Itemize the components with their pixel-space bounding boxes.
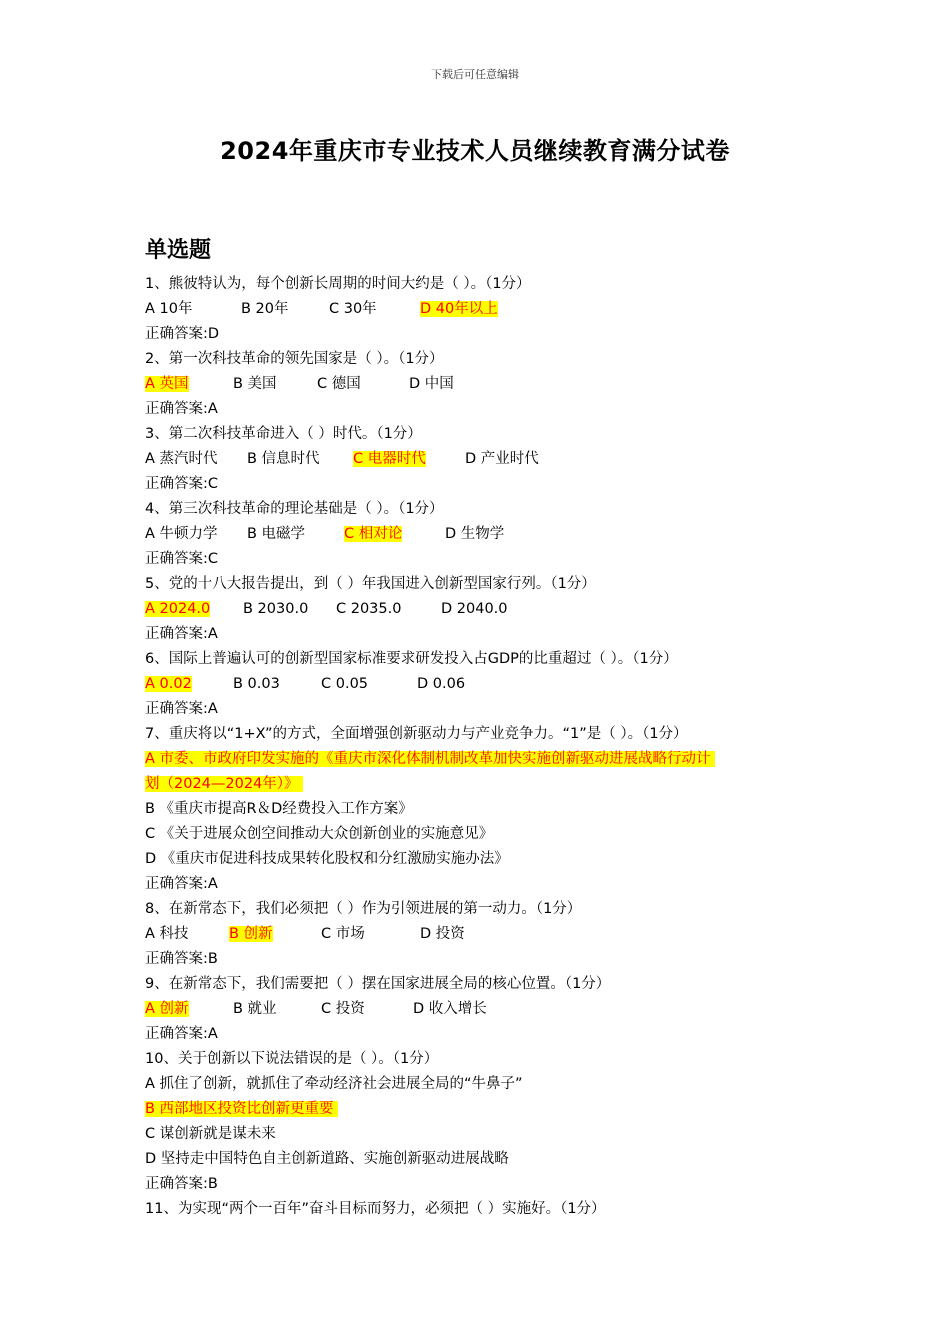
option: D 收入增长 xyxy=(413,1001,487,1017)
option-correct: C 相对论 xyxy=(344,526,403,542)
option-correct: A 2024.0 xyxy=(145,601,211,617)
option-correct-continued: 划（2024—2024年）》 xyxy=(145,776,303,792)
correct-answer: 正确答案:A xyxy=(145,701,218,717)
question-text: 7、重庆将以“1+X”的方式，全面增强创新驱动力与产业竞争力。“1”是（ ）。（1分） xyxy=(145,726,688,742)
option: A 蒸汽时代 xyxy=(145,451,218,467)
section-heading: 单选题 xyxy=(145,238,212,263)
option: D 投资 xyxy=(420,926,465,942)
correct-answer: 正确答案:A xyxy=(145,626,218,642)
question-text: 9、在新常态下，我们需要把（ ）摆在国家进展全局的核心位置。（1分） xyxy=(145,976,611,992)
option-row xyxy=(145,597,825,622)
document-title: 2024年重庆市专业技术人员继续教育满分试卷 xyxy=(220,137,730,165)
page-header: 下载后可任意编辑 xyxy=(431,68,519,81)
option: B 《重庆市提高R＆D经费投入工作方案》 xyxy=(145,801,413,817)
option: B 就业 xyxy=(233,1001,277,1017)
option-correct: D 40年以上 xyxy=(420,301,498,317)
option: B 电磁学 xyxy=(247,526,306,542)
option: D 《重庆市促进科技成果转化股权和分红激励实施办法》 xyxy=(145,851,509,867)
option: A 抓住了创新，就抓住了牵动经济社会进展全局的“牛鼻子” xyxy=(145,1076,523,1092)
option-row xyxy=(145,297,825,322)
question-list xyxy=(145,272,825,1222)
option: D 坚持走中国特色自主创新道路、实施创新驱动进展战略 xyxy=(145,1151,509,1167)
option: A 10年 xyxy=(145,301,193,317)
option: C 《关于进展众创空间推动大众创新创业的实施意见》 xyxy=(145,826,494,842)
option: D 2040.0 xyxy=(441,601,508,617)
option: A 牛顿力学 xyxy=(145,526,218,542)
question-text: 1、熊彼特认为，每个创新长周期的时间大约是（ ）。（1分） xyxy=(145,276,531,292)
option-row xyxy=(145,522,825,547)
option: C 投资 xyxy=(321,1001,365,1017)
question-text: 5、党的十八大报告提出，到（ ）年我国进入创新型国家行列。（1分） xyxy=(145,576,596,592)
question-text: 10、关于创新以下说法错误的是（ ）。（1分） xyxy=(145,1051,439,1067)
correct-answer: 正确答案:C xyxy=(145,476,219,492)
option: D 产业时代 xyxy=(465,451,539,467)
question-text: 4、第三次科技革命的理论基础是（ ）。（1分） xyxy=(145,501,444,517)
option-correct: A 市委、市政府印发实施的《重庆市深化体制机制改革加快实施创新驱动进展战略行动计 xyxy=(145,751,715,767)
option-correct: A 创新 xyxy=(145,1001,189,1017)
option-row xyxy=(145,672,825,697)
option: B 20年 xyxy=(241,301,289,317)
option-correct: A 英国 xyxy=(145,376,189,392)
question-text: 2、第一次科技革命的领先国家是（ ）。（1分） xyxy=(145,351,444,367)
question-text: 6、国际上普遍认可的创新型国家标准要求研发投入占GDP的比重超过（ ）。（1分） xyxy=(145,651,678,667)
correct-answer: 正确答案:B xyxy=(145,1176,218,1192)
option: B 美国 xyxy=(233,376,277,392)
option: B 0.03 xyxy=(233,676,280,692)
option: D 0.06 xyxy=(417,676,466,692)
correct-answer: 正确答案:C xyxy=(145,551,219,567)
option-correct: A 0.02 xyxy=(145,676,192,692)
option: C 0.05 xyxy=(321,676,369,692)
option-correct: B 创新 xyxy=(229,926,273,942)
option: C 德国 xyxy=(317,376,361,392)
option: D 生物学 xyxy=(445,526,505,542)
question-text: 3、第二次科技革命进入（ ）时代。（1分） xyxy=(145,426,422,442)
option: C 2035.0 xyxy=(336,601,402,617)
option: C 市场 xyxy=(321,926,365,942)
option: B 信息时代 xyxy=(247,451,320,467)
option: D 中国 xyxy=(409,376,454,392)
option: C 30年 xyxy=(329,301,377,317)
option-correct: C 电器时代 xyxy=(353,451,426,467)
option-row xyxy=(145,447,825,472)
correct-answer: 正确答案:B xyxy=(145,951,218,967)
option: B 2030.0 xyxy=(243,601,309,617)
correct-answer: 正确答案:D xyxy=(145,326,220,342)
question-text: 11、为实现“两个一百年”奋斗目标而努力，必须把（ ）实施好。（1分） xyxy=(145,1201,606,1217)
correct-answer: 正确答案:A xyxy=(145,401,218,417)
correct-answer: 正确答案:A xyxy=(145,876,218,892)
option: A 科技 xyxy=(145,926,189,942)
option-row xyxy=(145,997,825,1022)
question-text: 8、在新常态下，我们必须把（ ）作为引领进展的第一动力。（1分） xyxy=(145,901,582,917)
option: C 谋创新就是谋未来 xyxy=(145,1126,276,1142)
option-correct: B 西部地区投资比创新更重要 xyxy=(145,1101,338,1117)
correct-answer: 正确答案:A xyxy=(145,1026,218,1042)
option-row xyxy=(145,372,825,397)
option-row xyxy=(145,922,825,947)
